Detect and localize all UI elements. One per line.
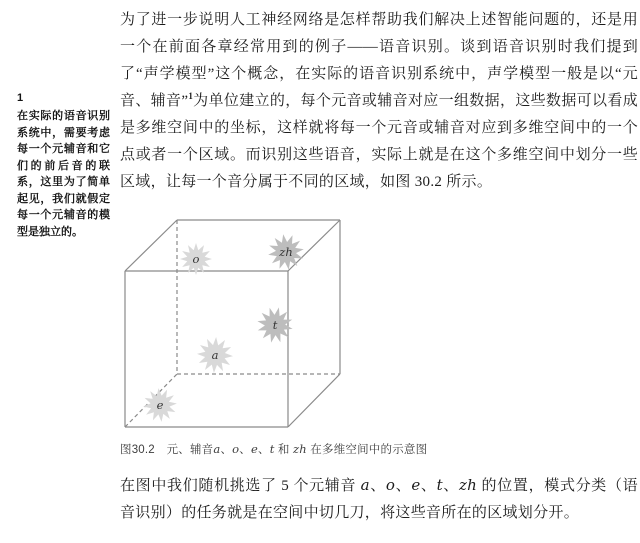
cube-edge	[125, 220, 177, 271]
text-run: 、	[220, 444, 233, 456]
text-run: 在图中我们随机挑选了 5 个元辅音	[120, 478, 361, 494]
phoneme-letter: t	[436, 476, 443, 494]
footnote-text: 在实际的语音识别系统中，需要考虑每一个元辅音和它们的前后音的联系，这里为了简单起见，我们就假定每一个元辅音的模型是独立的。	[17, 110, 110, 238]
figure-30-2-diagram	[120, 212, 355, 436]
cube-wireframe-svg	[120, 212, 355, 436]
phoneme-letter: a	[213, 442, 221, 456]
phoneme-letter: t	[269, 442, 275, 456]
text-run: 为单位建立的，每个元音或辅音对应一组数据，这些数据可以看成是多维空间中的坐标，这样就将每一个元音或辅音对应到多维空间中的一个点或者一个区域。而识别这些语音，实际上就是在这个多维空间中划分一些区域，让每一个音分属于不同的区域，如图 30.2 所示。	[120, 93, 638, 190]
phoneme-letter: e	[250, 442, 258, 456]
text-run: 图30.2 元、辅音	[120, 444, 214, 456]
phoneme-letter: o	[232, 442, 240, 456]
text-run: 、	[395, 478, 412, 494]
text-run: 、	[420, 478, 437, 494]
starburst-label-zh: zh	[279, 245, 293, 259]
text-run: 为了进一步说明人工神经网络是怎样帮助我们解决上述智能问题的，还是用一个在前面各章经常用到的例子——语音识别。谈到语音识别时我们提到了“声学模型”这个概念，在实际的语音识别系统中，声学模型一般是以“元音、辅音”	[120, 12, 638, 109]
cube-edge	[288, 374, 340, 427]
starburst-label-t: t	[272, 318, 278, 332]
phoneme-letter: o	[385, 476, 396, 494]
text-run: 和	[274, 444, 294, 456]
footnote-marker: 1	[17, 92, 24, 104]
text-run: 的位置，模式分类（语音识别）的任务就是在空间中切几刀，将这些音所在的区域划分开。	[120, 478, 638, 521]
phoneme-letter: zh	[293, 442, 307, 456]
starburst-label-o: o	[192, 252, 200, 266]
paragraph-conclusion	[120, 472, 638, 527]
text-run: 、	[442, 478, 459, 494]
text-run: 在多维空间中的示意图	[306, 444, 428, 456]
text-run: 、	[258, 444, 270, 456]
starburst-label-a: a	[211, 348, 219, 362]
text-run: 、	[239, 444, 251, 456]
phoneme-letter: zh	[458, 476, 478, 494]
starburst-label-e: e	[156, 398, 164, 412]
phoneme-letter: a	[360, 476, 370, 494]
text-run: 、	[369, 478, 386, 494]
footnote-reference: 1	[188, 91, 194, 101]
phoneme-letter: e	[411, 476, 421, 494]
figure-caption	[120, 441, 625, 457]
paragraph-intro	[120, 7, 638, 196]
